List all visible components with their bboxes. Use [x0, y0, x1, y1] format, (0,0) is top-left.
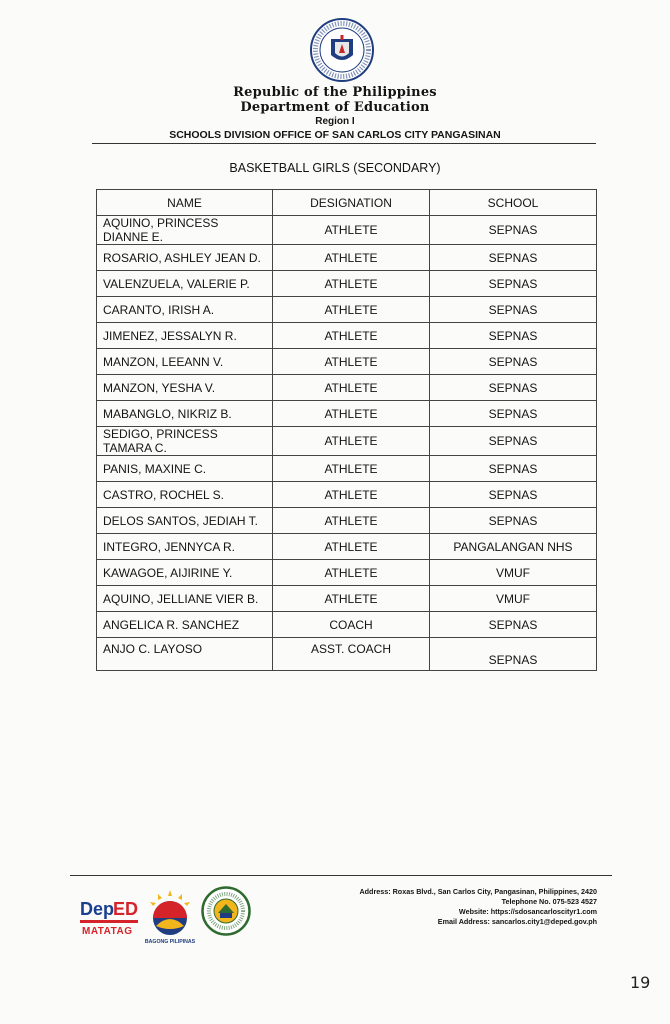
contact-address: Address: Roxas Blvd., San Carlos City, Pangasinan, Philippines, 2420: [359, 887, 597, 896]
cell-school: VMUF: [430, 586, 597, 612]
table-row: [97, 586, 597, 612]
cell-designation: ATHLETE: [273, 401, 430, 427]
table-row: [97, 297, 597, 323]
cell-school: SEPNAS: [430, 271, 597, 297]
column-header-designation: DESIGNATION: [273, 190, 430, 216]
cell-name: MANZON, YESHA V.: [97, 375, 273, 401]
contact-info: [300, 887, 597, 927]
contact-telephone: Telephone No. 075-523 4527: [501, 897, 597, 906]
table-row: [97, 401, 597, 427]
cell-name: ANJO C. LAYOSO: [97, 638, 273, 671]
cell-school: SEPNAS: [430, 482, 597, 508]
cell-school: SEPNAS: [430, 508, 597, 534]
table-row: [97, 375, 597, 401]
cell-designation: ATHLETE: [273, 349, 430, 375]
division-office-seal-logo: [201, 886, 251, 936]
cell-school: SEPNAS: [430, 401, 597, 427]
header-republic-line: Republic of the Philippines: [233, 85, 437, 100]
table-row: [97, 216, 597, 245]
svg-text:BAGONG PILIPINAS: BAGONG PILIPINAS: [144, 939, 196, 945]
deped-matatag-logo: [78, 893, 140, 939]
cell-designation: ATHLETE: [273, 323, 430, 349]
cell-school: VMUF: [430, 560, 597, 586]
svg-text:ED: ED: [113, 899, 139, 919]
cell-name: PANIS, MAXINE C.: [97, 456, 273, 482]
cell-designation: ATHLETE: [273, 508, 430, 534]
roster-table: [96, 189, 597, 671]
column-header-school: SCHOOL: [430, 190, 597, 216]
cell-school: PANGALANGAN NHS: [430, 534, 597, 560]
cell-name: MANZON, LEEANN V.: [97, 349, 273, 375]
svg-text:Dep: Dep: [80, 899, 115, 919]
cell-name: ROSARIO, ASHLEY JEAN D.: [97, 245, 273, 271]
cell-designation: ATHLETE: [273, 375, 430, 401]
cell-name: SEDIGO, PRINCESS TAMARA C.: [97, 427, 273, 456]
cell-school: SEPNAS: [430, 427, 597, 456]
cell-name: ANGELICA R. SANCHEZ: [97, 612, 273, 638]
header-divider: [92, 143, 596, 144]
cell-school: SEPNAS: [430, 456, 597, 482]
table-row: [97, 638, 597, 671]
header-office: SCHOOLS DIVISION OFFICE OF SAN CARLOS CITY PANGASINAN: [169, 129, 501, 141]
table-row: [97, 534, 597, 560]
svg-text:MATATAG: MATATAG: [82, 926, 133, 937]
cell-designation: ATHLETE: [273, 482, 430, 508]
footer-divider: [70, 875, 612, 876]
column-header-name: NAME: [97, 190, 273, 216]
table-row: [97, 612, 597, 638]
cell-school: SEPNAS: [430, 245, 597, 271]
cell-school: SEPNAS: [430, 375, 597, 401]
document-title: BASKETBALL GIRLS (SECONDARY): [229, 161, 441, 175]
cell-name: INTEGRO, JENNYCA R.: [97, 534, 273, 560]
cell-designation: ATHLETE: [273, 427, 430, 456]
table-row: [97, 427, 597, 456]
table-header-row: [97, 190, 597, 216]
table-row: [97, 323, 597, 349]
header-department-line: Department of Education: [240, 100, 430, 115]
header-region: Region I: [315, 116, 355, 127]
table-row: [97, 349, 597, 375]
cell-name: KAWAGOE, AIJIRINE Y.: [97, 560, 273, 586]
cell-school: SEPNAS: [430, 216, 597, 245]
cell-name: AQUINO, PRINCESS DIANNE E.: [97, 216, 273, 245]
cell-name: JIMENEZ, JESSALYN R.: [97, 323, 273, 349]
cell-designation: ATHLETE: [273, 456, 430, 482]
cell-designation: ATHLETE: [273, 245, 430, 271]
cell-name: CARANTO, IRISH A.: [97, 297, 273, 323]
cell-designation: ATHLETE: [273, 297, 430, 323]
cell-school: SEPNAS: [430, 297, 597, 323]
table-row: [97, 245, 597, 271]
cell-designation: COACH: [273, 612, 430, 638]
cell-designation: ATHLETE: [273, 586, 430, 612]
cell-school: SEPNAS: [430, 638, 597, 671]
table-row: [97, 560, 597, 586]
cell-school: SEPNAS: [430, 612, 597, 638]
bagong-pilipinas-logo: [144, 888, 196, 948]
cell-designation: ASST. COACH: [273, 638, 430, 671]
cell-school: SEPNAS: [430, 323, 597, 349]
table-row: [97, 482, 597, 508]
cell-name: DELOS SANTOS, JEDIAH T.: [97, 508, 273, 534]
cell-designation: ATHLETE: [273, 216, 430, 245]
cell-name: CASTRO, ROCHEL S.: [97, 482, 273, 508]
contact-email: Email Address: sancarlos.city1@deped.gov.ph: [437, 917, 597, 926]
cell-name: MABANGLO, NIKRIZ B.: [97, 401, 273, 427]
table-row: [97, 271, 597, 297]
deped-seal-logo: [309, 17, 375, 83]
cell-name: VALENZUELA, VALERIE P.: [97, 271, 273, 297]
contact-website: Website: https://sdosancarloscityr1.com: [458, 907, 597, 916]
cell-designation: ATHLETE: [273, 271, 430, 297]
cell-name: AQUINO, JELLIANE VIER B.: [97, 586, 273, 612]
page-number: 19: [630, 973, 651, 992]
table-row: [97, 456, 597, 482]
table-row: [97, 508, 597, 534]
cell-designation: ATHLETE: [273, 560, 430, 586]
cell-designation: ATHLETE: [273, 534, 430, 560]
cell-school: SEPNAS: [430, 349, 597, 375]
